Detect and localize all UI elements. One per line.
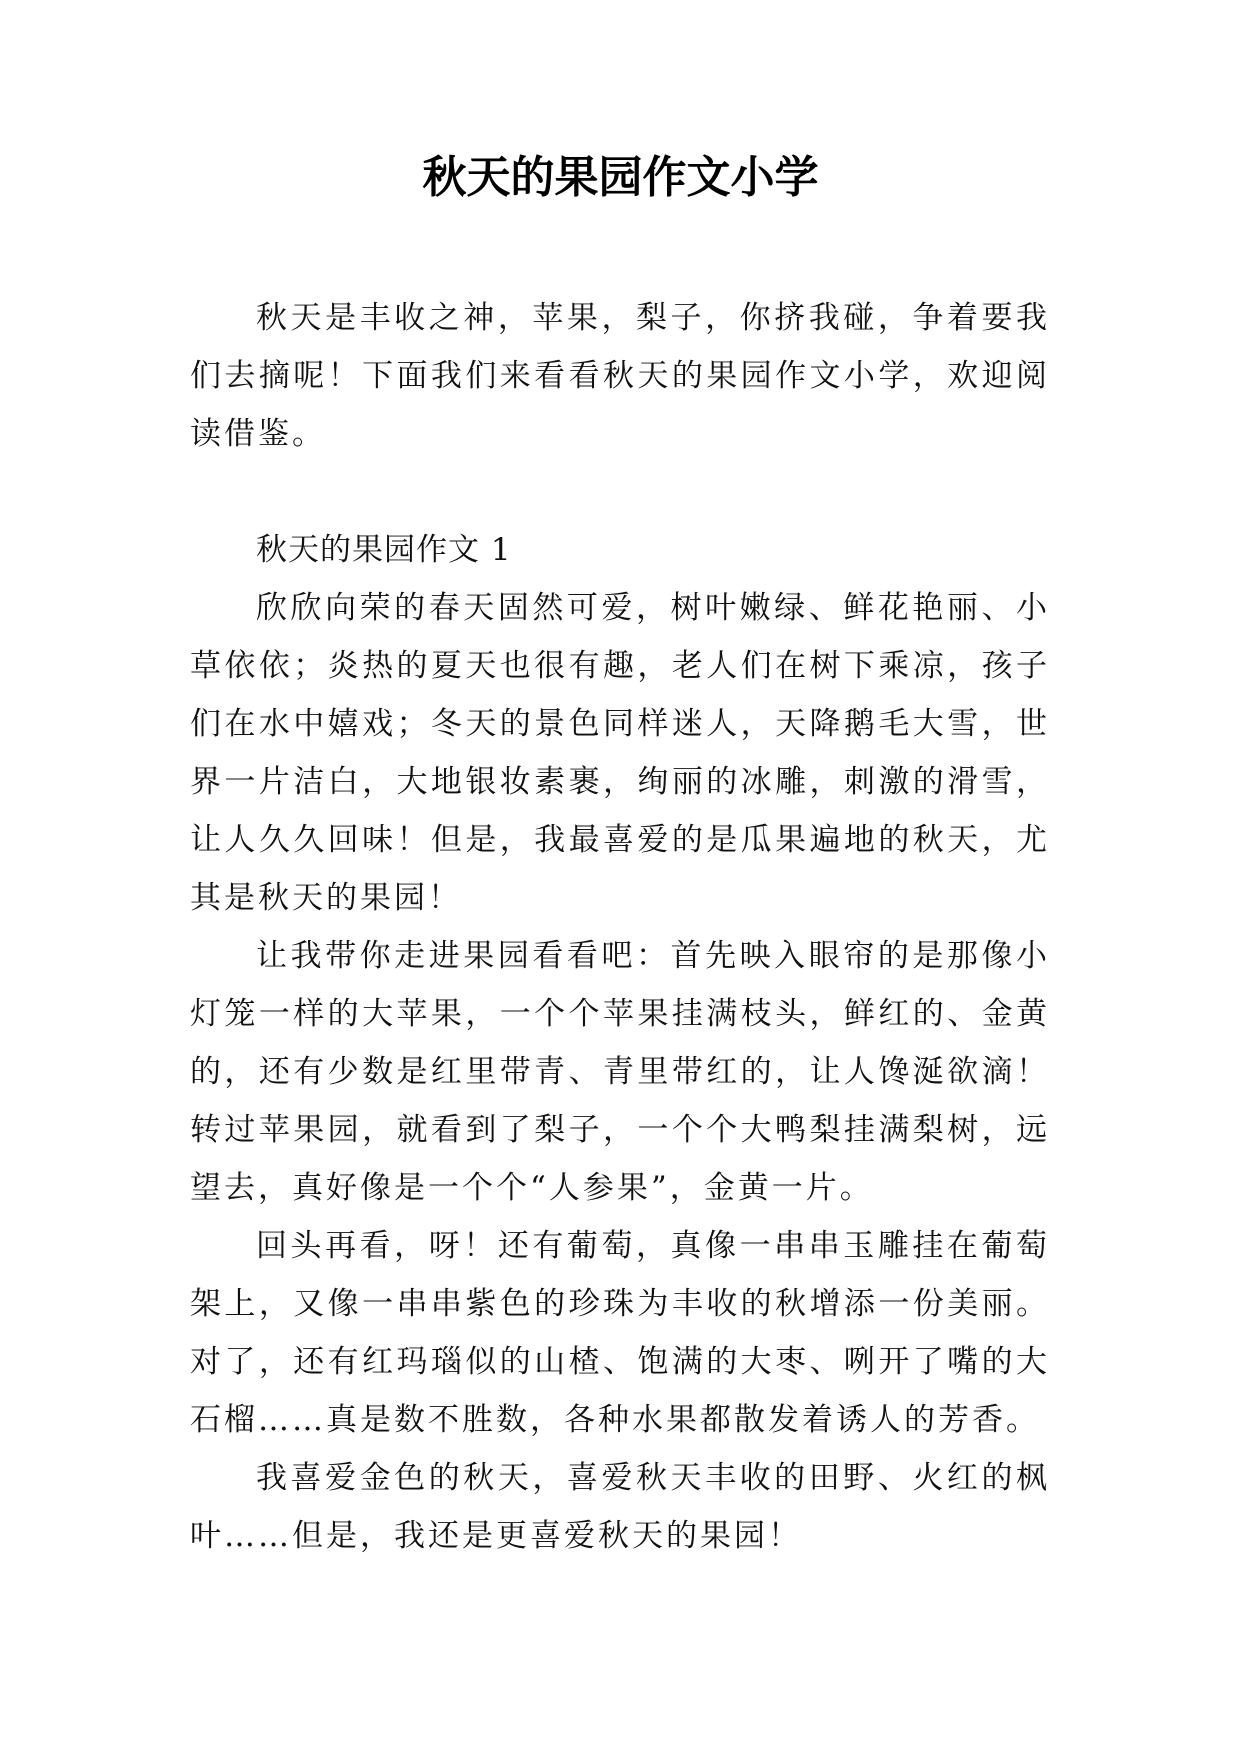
essay-paragraph-1: 欣欣向荣的春天固然可爱，树叶嫩绿、鲜花艳丽、小草依依；炎热的夏天也很有趣，老人们在树下乘凉，孩子们在水中嬉戏；冬天的景色同样迷人，天降鹅毛大雪，世界一片洁白，大地银妆素裹，绚丽的冰雕，刺激的滑雪，让人久久回味！但是，我最喜爱的是瓜果遍地的秋天，尤其是秋天的果园！ xyxy=(190,590,1050,916)
essay-paragraph-4: 我喜爱金色的秋天，喜爱秋天丰收的田野、火红的枫叶……但是，我还是更喜爱秋天的果园！ xyxy=(190,1460,1050,1554)
intro-paragraph: 秋天是丰收之神，苹果，梨子，你挤我碰，争着要我们去摘呢！下面我们来看看秋天的果园作文小学，欢迎阅读借鉴。 xyxy=(190,300,1050,452)
essay-paragraph-2: 让我带你走进果园看看吧：首先映入眼帘的是那像小灯笼一样的大苹果，一个个苹果挂满枝头，鲜红的、金黄的，还有少数是红里带青、青里带红的，让人馋涎欲滴！转过苹果园，就看到了梨子，一个个大鸭梨挂满梨树，远望去，真好像是一个个“人参果”，金黄一片。 xyxy=(190,938,1050,1206)
document-title: 秋天的果园作文小学 xyxy=(422,152,819,203)
essay-section xyxy=(190,521,1050,1565)
essay-heading: 秋天的果园作文 1 xyxy=(256,532,512,568)
essay-paragraph-3: 回头再看，呀！还有葡萄，真像一串串玉雕挂在葡萄架上，又像一串串紫色的珍珠为丰收的秋增添一份美丽。对了，还有红玛瑙似的山楂、饱满的大枣、咧开了嘴的大石榴……真是数不胜数，各种水果都散发着诱人的芳香。 xyxy=(190,1228,1050,1438)
intro-section xyxy=(190,289,1050,463)
